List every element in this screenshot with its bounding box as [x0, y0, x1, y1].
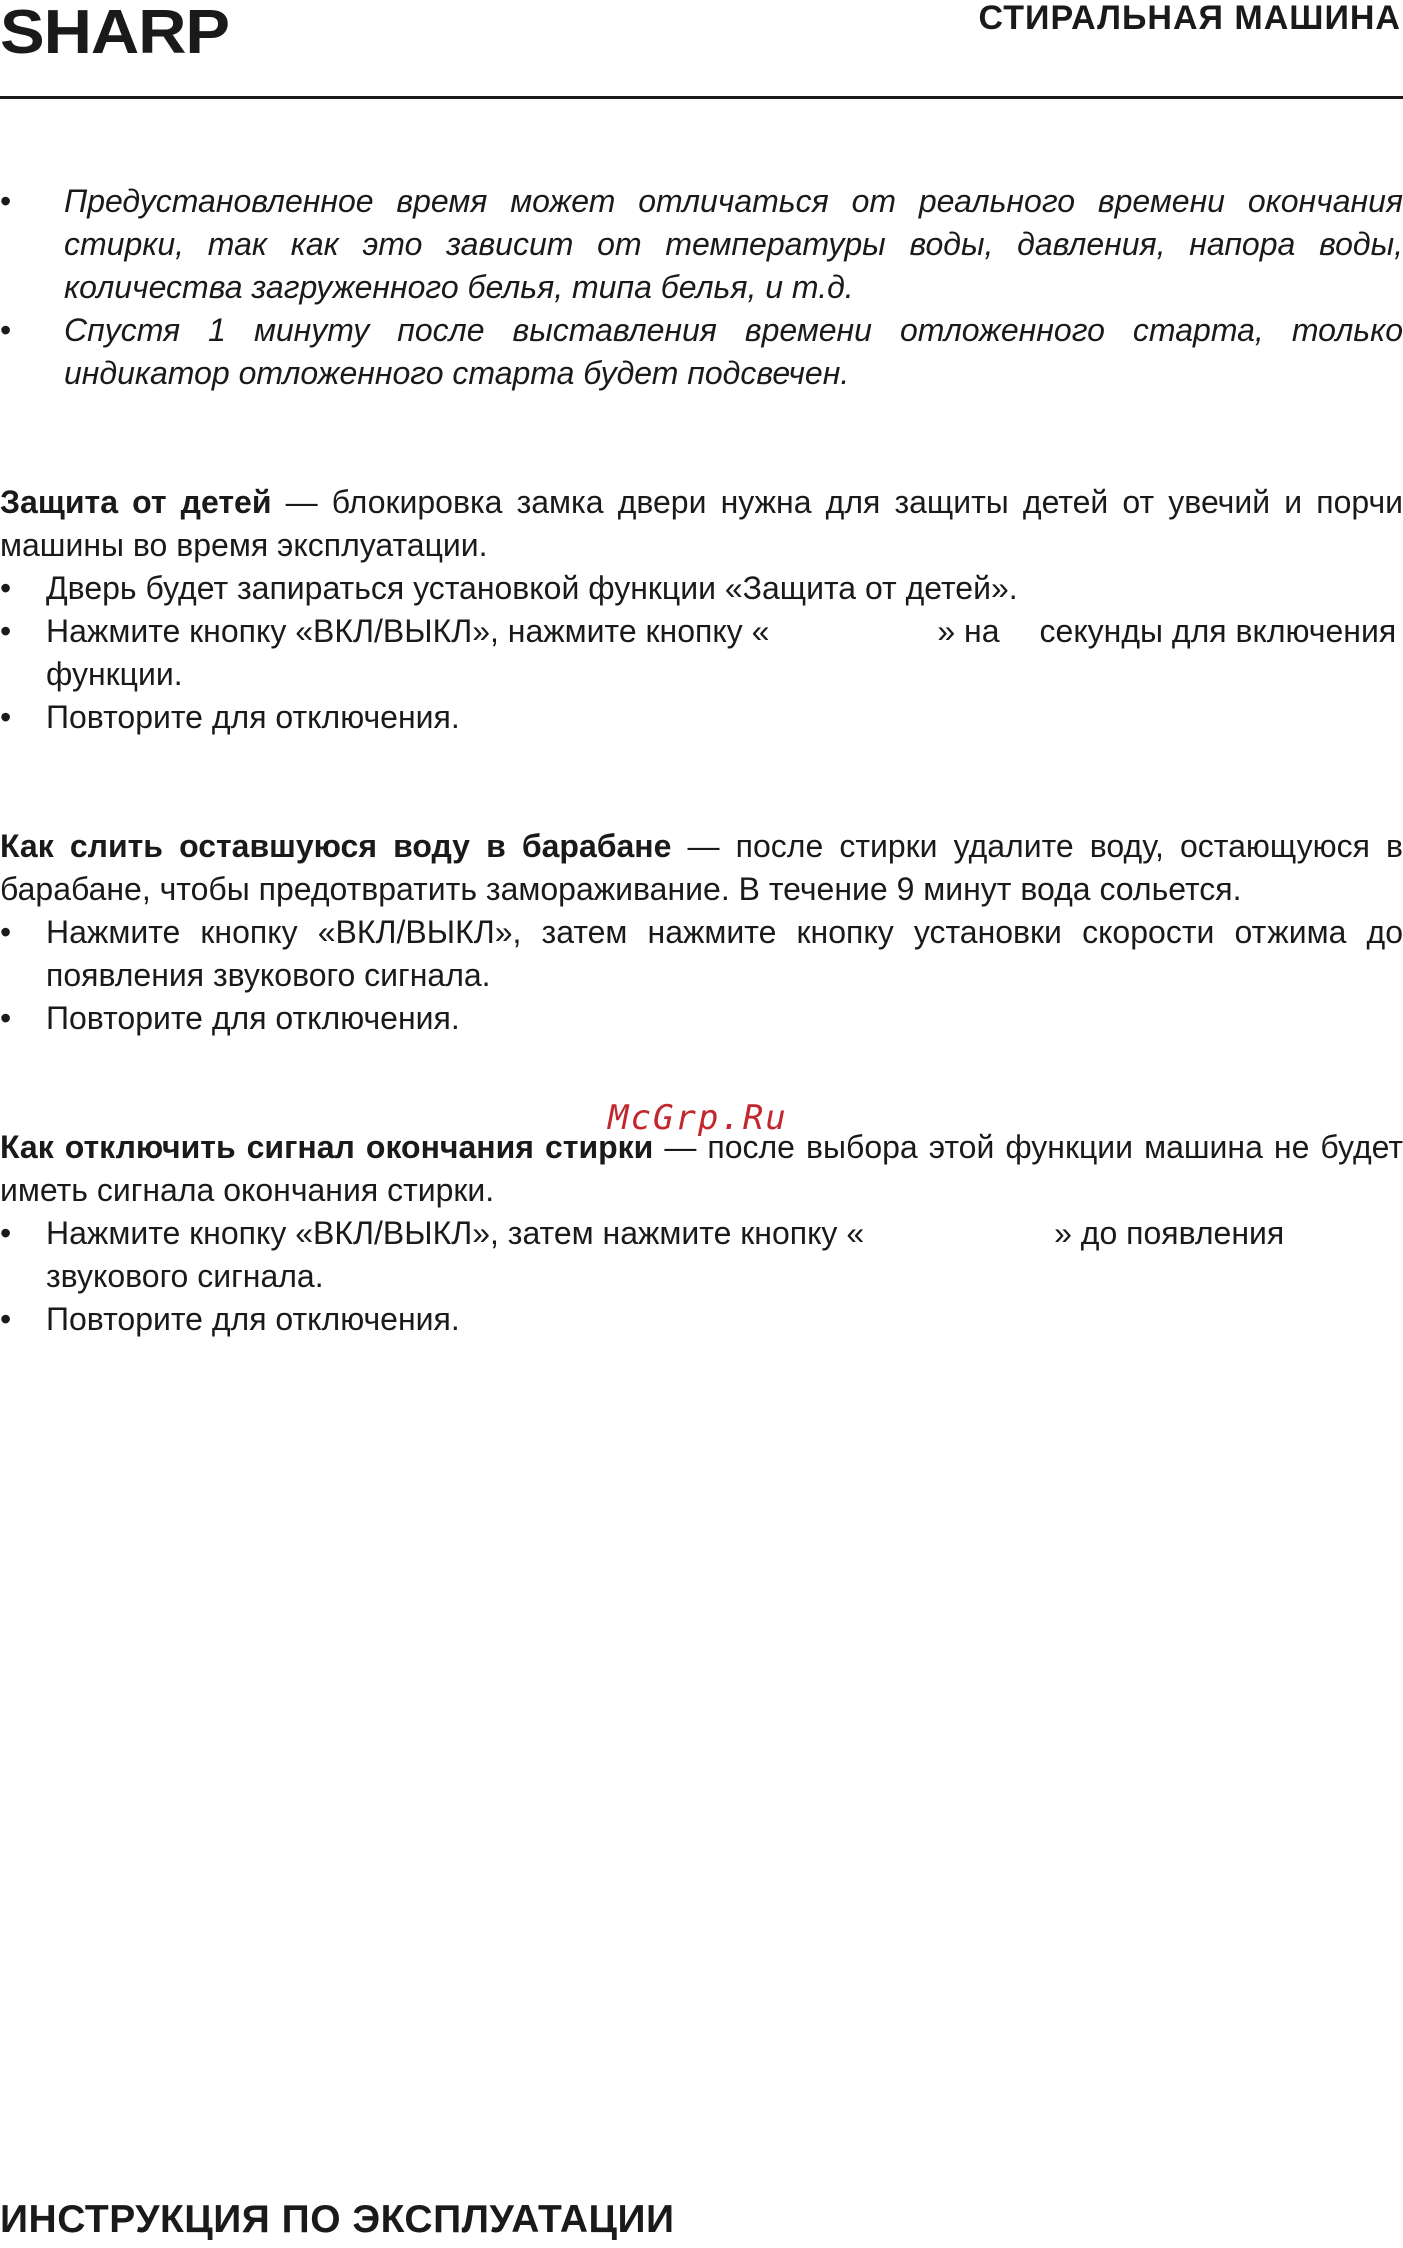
signal-off-intro	[0, 1126, 1403, 1212]
step-text: » на	[937, 613, 1000, 649]
bullet-icon: •	[0, 570, 12, 606]
header-divider	[0, 96, 1403, 99]
list-item	[0, 696, 1403, 739]
signal-off-description: — после выбора этой функции машина не будет иметь сигнала окончания стирки.	[0, 1129, 1403, 1208]
step-text: Нажмите кнопку «ВКЛ/ВЫКЛ», затем нажмите кнопку «	[46, 1215, 865, 1251]
notes-list	[0, 180, 1403, 395]
page-header	[0, 0, 1403, 100]
brand-logo: SHARP	[0, 0, 229, 67]
bullet-icon: •	[0, 699, 12, 735]
child-lock-section	[0, 481, 1403, 739]
page-content	[0, 180, 1403, 1341]
list-item	[0, 1298, 1403, 1341]
step-text: Нажмите кнопку «ВКЛ/ВЫКЛ», нажмите кнопку «	[46, 613, 770, 649]
list-item	[0, 911, 1403, 997]
bullet-icon: •	[0, 1000, 12, 1036]
step-text: Нажмите кнопку «ВКЛ/ВЫКЛ», затем нажмите кнопку установки скорости отжима до появления звукового сигнала.	[46, 914, 1403, 993]
step-text: Повторите для отключения.	[46, 1000, 460, 1036]
child-lock-title: Защита от детей	[0, 484, 272, 520]
list-item	[0, 997, 1403, 1040]
list-item	[0, 610, 1403, 696]
child-lock-description: — блокировка замка двери нужна для защиты детей от увечий и порчи машины во время эксплуатации.	[0, 484, 1403, 563]
document-title: СТИРАЛЬНАЯ МАШИНА	[978, 0, 1401, 37]
drain-steps	[0, 911, 1403, 1040]
signal-off-steps	[0, 1212, 1403, 1341]
step-text: Дверь будет запираться установкой функции «Защита от детей».	[46, 570, 1018, 606]
note-item	[0, 309, 1403, 395]
note-item	[0, 180, 1403, 309]
bullet-icon: •	[0, 1215, 12, 1251]
note-text: Спустя 1 минуту после выставления времени отложенного старта, только индикатор отложенного старта будет подсвечен.	[64, 312, 1403, 391]
bullet-icon: •	[0, 1301, 12, 1337]
bullet-icon: •	[0, 613, 12, 649]
page-footer: ИНСТРУКЦИЯ ПО ЭКСПЛУАТАЦИИ	[0, 2198, 675, 2241]
drain-description: — после стирки удалите воду, остающуюся в барабане, чтобы предотвратить замораживание. В течение 9 минут вода сольется.	[0, 828, 1403, 907]
step-text: » до появления звукового сигнала.	[46, 1215, 1285, 1294]
drain-intro	[0, 825, 1403, 911]
list-item	[0, 1212, 1403, 1298]
signal-off-title: Как отключить сигнал окончания стирки	[0, 1129, 654, 1165]
step-text: Повторите для отключения.	[46, 1301, 460, 1337]
bullet-icon: •	[0, 914, 12, 950]
signal-off-section	[0, 1126, 1403, 1341]
list-item	[0, 567, 1403, 610]
drain-section	[0, 825, 1403, 1040]
note-text: Предустановленное время может отличаться от реального времени окончания стирки, так как это зависит от температуры воды, давления, напора воды, количества загруженного белья, типа белья, и т.д.	[64, 183, 1403, 305]
child-lock-steps	[0, 567, 1403, 739]
step-text: секунды для включения функции.	[46, 613, 1397, 692]
bullet-icon: •	[0, 312, 12, 348]
child-lock-intro	[0, 481, 1403, 567]
step-text: Повторите для отключения.	[46, 699, 460, 735]
watermark: McGrp.Ru	[608, 1098, 788, 1138]
drain-title: Как слить оставшуюся воду в барабане	[0, 828, 672, 864]
bullet-icon: •	[0, 183, 12, 219]
